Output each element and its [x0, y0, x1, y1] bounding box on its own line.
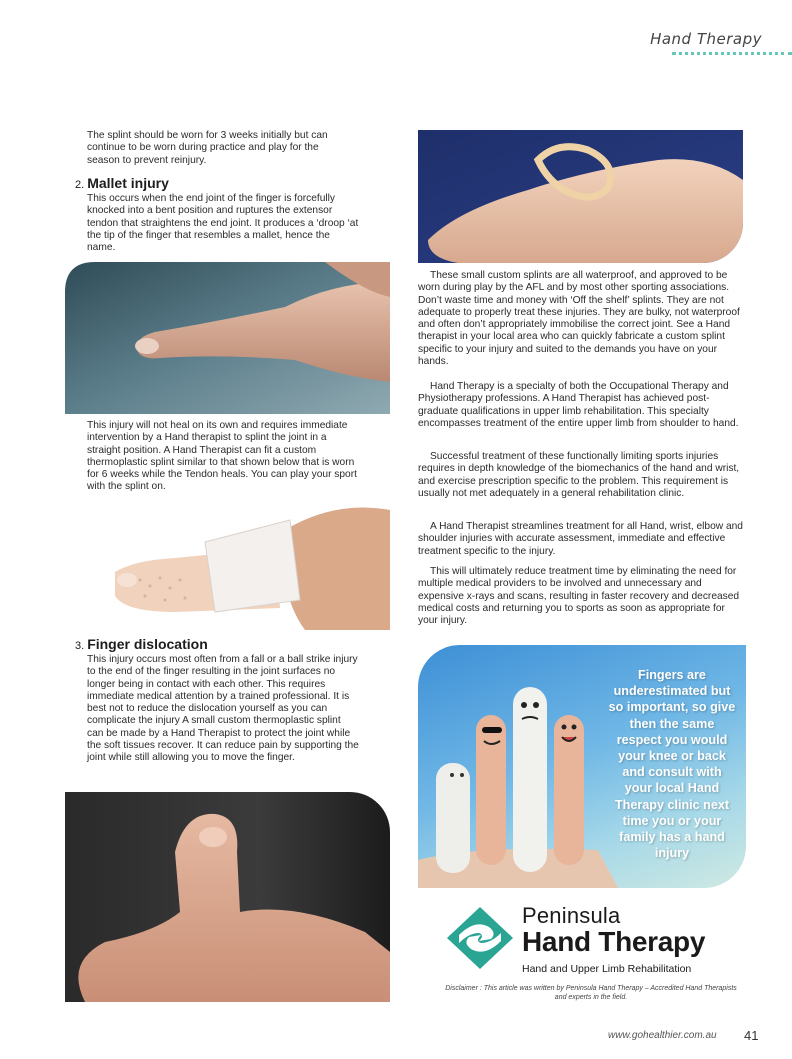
dislocation-number: 3. [75, 640, 85, 652]
fingers-promo-panel [418, 645, 746, 888]
mallet-followup: This injury will not heal on its own and requires immediate intervention by a Hand therapist to splint the joint in a straight position. A Hand Therapist can fit a custom thermoplastic splint similar to that shown below that is worn for 6 weeks while the Tendon heals. You can play your sport with the splint on. [87, 420, 357, 493]
page-number: 41 [744, 1028, 759, 1043]
mallet-body: This occurs when the end joint of the finger is forcefully knocked into a bent position and ruptures the extensor tendon that straightens the end joint. It produces a ‘droop ‘at the tip of the finger that resembles a mallet, hence the name. [87, 193, 359, 254]
right-paragraph-2: Hand Therapy is a specialty of both the Occupational Therapy and Physiotherapy professions. A Hand Therapist has achieved post-graduate qualifications in upper limb rehabilitation. This specialty encompasses treatment of the entire upper limb from shoulder to hand. [418, 381, 739, 429]
dislocation-title: Finger dislocation [87, 636, 208, 652]
right-paragraph-4: A Hand Therapist streamlines treatment for all Hand, wrist, elbow and shoulder injuries with accurate assessment, immediate and effective treatment specific to the injury. [418, 521, 743, 557]
section-title: Hand Therapy [650, 30, 762, 48]
mallet-number: 2. [75, 179, 85, 191]
right-paragraph-3: Successful treatment of these functionally limiting sports injuries requires in depth knowledge of the biomechanics of the hand and wrist, and exercise prescription specific to the problem. This requirement is usually not met adequately in a general rehabilitation clinic. [418, 451, 740, 499]
right-paragraph-1: These small custom splints are all waterproof, and approved to be worn during play by the AFL and by most other sporting associations. Don’t waste time and money with ‘Off the shelf’ splints. They are not adequate to properly treat these injuries. They are bulky, not waterproof and often don’t appropriately immobilise the correct joint. See a Hand therapist in your local area who can quickly fabricate a custom splint specific to your injury and suited to the demands you have on your hands. [418, 270, 740, 368]
mallet-finger-photo [65, 262, 390, 414]
logo-line-hand-therapy: Hand Therapy [522, 926, 706, 957]
dislocated-finger-photo [65, 792, 390, 1002]
finger-characters-illustration [418, 645, 618, 888]
splint-finger-photo [105, 500, 390, 630]
disclaimer: Disclaimer : This article was written by Peninsula Hand Therapy – Accredited Hand Therapists and experts in the field. [445, 985, 737, 1001]
intro-paragraph: The splint should be worn for 3 weeks initially but can continue to be worn during practice and play for the season to prevent reinjury. [87, 130, 328, 166]
mallet-heading [75, 175, 169, 191]
logo-line-peninsula: Peninsula [522, 903, 621, 928]
mallet-title: Mallet injury [87, 175, 169, 191]
dislocation-body: This injury occurs most often from a fall or a ball strike injury to the end of the finger resulting in the joint surfaces no longer being in contact with each other. This requires immediate medical attention by a trained professional. It is best not to reduce the dislocation yourself as you can complicate the injury A small custom thermoplastic splint can be made by a Hand Therapist to protect the joint while the soft tissues recover. It can reduce pain by supporting the joint while still allowing you to move the finger. [87, 654, 359, 764]
footer-url[interactable]: www.gohealthier.com.au [608, 1030, 717, 1041]
logo-tagline: Hand and Upper Limb Rehabilitation [522, 963, 692, 975]
dislocation-heading [75, 636, 208, 652]
right-paragraph-5: This will ultimately reduce treatment time by eliminating the need for multiple medical providers to be involved and unnecessary and expensive x-rays and scans, resulting in faster recovery and decreased medical costs and returning you to sports as soon as appropriate for your injury. [418, 566, 740, 627]
oval-splint-photo [418, 130, 743, 263]
peninsula-hand-therapy-logo-icon [445, 905, 515, 971]
header-dotted-rule [672, 52, 792, 55]
promo-message: Fingers are underestimated but so important, so give then the same respect you would your knee or back and consult with your local Hand Therapy clinic next time you or your family has a hand injury [608, 668, 736, 861]
